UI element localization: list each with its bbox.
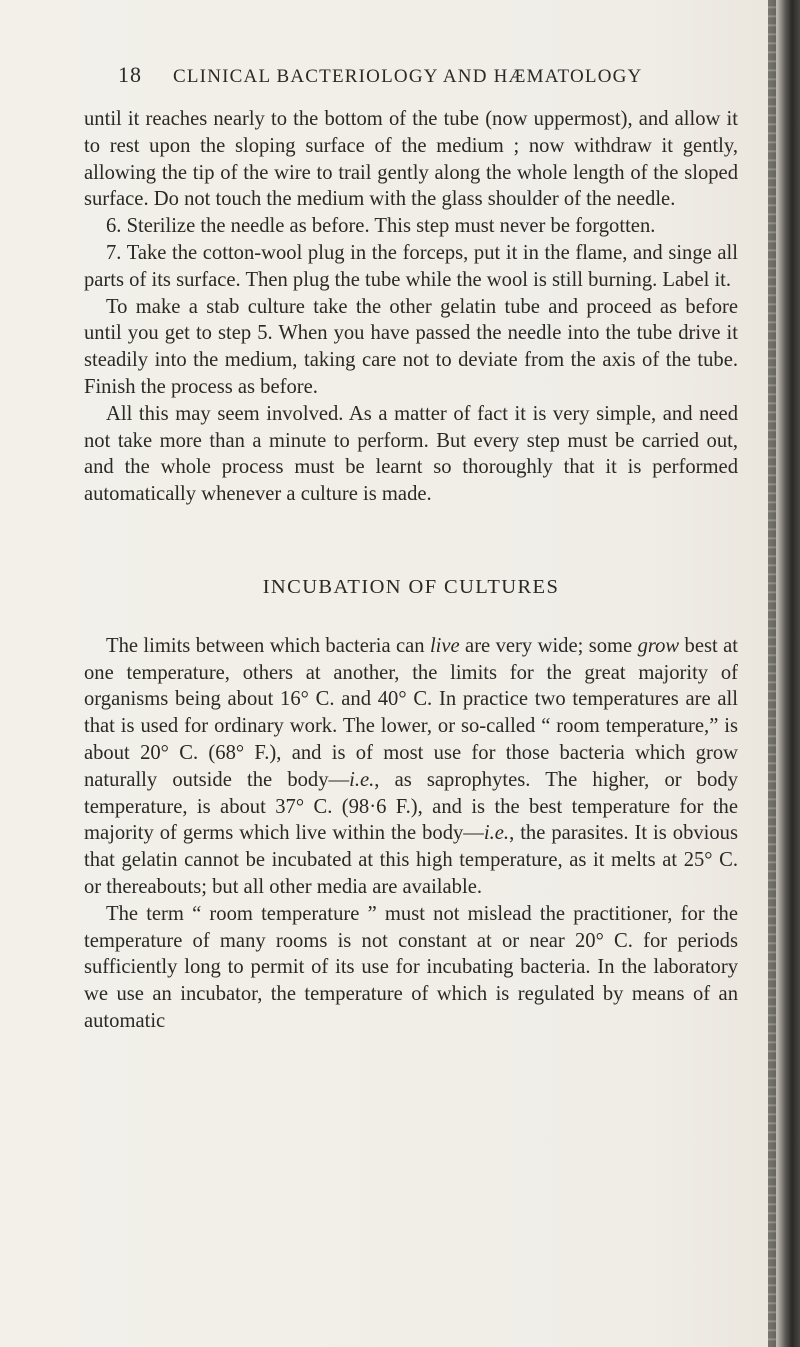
- italic-ie: i.e.: [349, 768, 375, 791]
- paragraph-incubation-limits: [84, 633, 738, 901]
- section-heading: INCUBATION OF CULTURES: [262, 575, 560, 598]
- paragraph-room-temperature: The term “ room temperature ” must not mislead the practitioner, for the temperature of many rooms is not constant at or near 20° C. for periods sufficiently long to permit of its use for incubating bacteria. In the laboratory we use an incubator, the temperature of which is regulated by means of an automatic: [84, 902, 738, 1032]
- page-edge: [768, 0, 776, 1347]
- paragraph-stab-culture: To make a stab culture take the other gelatin tube and proceed as before until you get to step 5. When you have passed the needle into the tube drive it steadily into the medium, taking care not to deviate from the axis of the tube. Finish the process as before.: [84, 295, 738, 398]
- italic-live: live: [429, 634, 460, 657]
- italic-grow: grow: [637, 634, 680, 657]
- text-run: , the parasites. It is obvious that gelatin cannot be incubated at this high temperature, as it melts at 25° C. or thereabouts; but all other media are available.: [84, 822, 738, 898]
- paragraph-step-7: 7. Take the cotton-wool plug in the forceps, put it in the flame, and singe all parts of its surface. Then plug the tube while the wool is still burning. Label it.: [84, 241, 738, 291]
- page-header: [118, 62, 738, 88]
- paragraph-summary: All this may seem involved. As a matter of fact it is very simple, and need not take more than a minute to perform. But every step must be carried out, and the whole process must be learnt so thoroughly that it is performed automatically whenever a culture is made.: [84, 402, 738, 506]
- text-run: best at one temperature, others at another, the limits for the great majority of organisms being about 16° C. and 40° C. In practice two temperatures are all that is used for ordinary work. The lower, or so-called “ room temperature,” is about 20° C. (68° F.), and is of most use for those bacteria which grow naturally outside the body—: [84, 634, 738, 791]
- text-run: The limits between which bacteria can: [106, 634, 430, 657]
- text-run: , as saprophytes. The higher, or body temperature, is about 37° C. (98·6 F.), and is the best temperature for the majority of germs which live within the body—: [84, 768, 738, 845]
- paragraph-step-6: 6. Sterilize the needle as before. This step must never be forgotten.: [106, 215, 656, 238]
- running-head: CLINICAL BACTERIOLOGY AND HÆMATOLOGY: [173, 66, 643, 87]
- page-number: 18: [118, 62, 142, 87]
- text-run: are very wide; some: [459, 634, 638, 657]
- page-body: [84, 106, 738, 1035]
- paragraph-continuation: until it reaches nearly to the bottom of the tube (now uppermost), and allow it to rest upon the sloping surface of the medium ; now withdraw it gently, allowing the tip of the wire to trail gently along the whole length of the sloped surface. Do not touch the medium with the glass shoulder of the needle.: [84, 108, 738, 211]
- italic-ie: i.e.: [483, 822, 510, 845]
